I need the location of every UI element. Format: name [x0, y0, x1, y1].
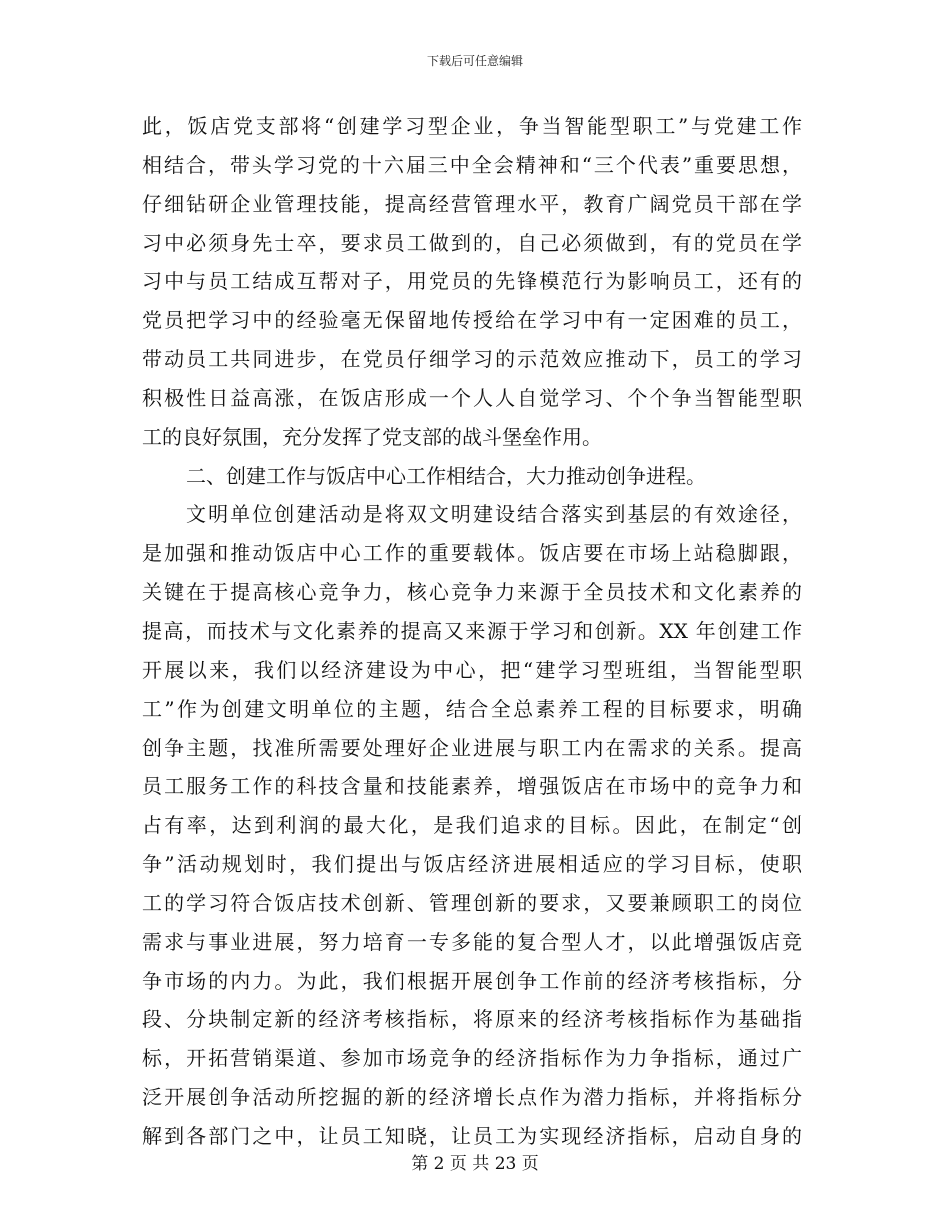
paragraph: [142, 107, 802, 457]
paragraph-line: 解到各部门之中，让员工知晓，让员工为实现经济指标，启动自身的: [142, 1123, 802, 1148]
paragraph-line: 泛开展创争活动所挖掘的新的经济增长点作为潜力指标，并将指标分: [142, 1085, 802, 1110]
paragraph-line: 争市场的内力。为此，我们根据开展创争工作前的经济考核指标，分: [142, 968, 802, 993]
paragraph-line: 工”作为创建文明单位的主题，结合全总素养工程的目标要求，明确: [142, 696, 802, 721]
paragraph-line: 仔细钻研企业管理技能，提高经营管理水平，教育广阔党员干部在学: [142, 191, 802, 216]
paragraph-line: 积极性日益高涨，在饭店形成一个人人自觉学习、个个争当智能型职: [142, 385, 802, 410]
paragraph-line: 员工服务工作的科技含量和技能素养，增强饭店在市场中的竞争力和: [142, 774, 802, 799]
paragraph-line: 带动员工共同进步，在党员仔细学习的示范效应推动下，员工的学习: [142, 347, 802, 372]
paragraph-line: 党员把学习中的经验毫无保留地传授给在学习中有一定困难的员工，: [142, 308, 802, 333]
page-header: 下载后可任意编辑: [426, 54, 523, 68]
paragraph-line: 提高，而技术与文化素养的提高又来源于学习和创新。XX 年创建工作: [142, 618, 802, 643]
paragraph-line: 创争主题，找准所需要处理好企业进展与职工内在需求的关系。提高: [142, 735, 802, 760]
paragraph-line: 二、创建工作与饭店中心工作相结合，大力推动创争进程。: [186, 463, 706, 488]
paragraph-line: 关键在于提高核心竞争力，核心竞争力来源于全员技术和文化素养的: [142, 580, 802, 605]
paragraph-line: 段、分块制定新的经济考核指标，将原来的经济考核指标作为基础指: [142, 1007, 802, 1032]
paragraph-line: 习中与员工结成互帮对子，用党员的先锋模范行为影响员工，还有的: [142, 269, 802, 294]
paragraph-line: 工的学习符合饭店技术创新、管理创新的要求，又要兼顾职工的岗位: [142, 890, 802, 915]
paragraph-line: 开展以来，我们以经济建设为中心，把“建学习型班组，当智能型职: [142, 657, 802, 682]
paragraph-line: 是加强和推动饭店中心工作的重要载体。饭店要在市场上站稳脚跟，: [142, 541, 802, 566]
page-footer: 第 2 页 共 23 页: [411, 1154, 539, 1174]
paragraph-line: 争”活动规划时，我们提出与饭店经济进展相适应的学习目标，使职: [142, 852, 802, 877]
document-body: [142, 107, 802, 1156]
paragraph-line: 相结合，带头学习党的十六届三中全会精神和“三个代表”重要思想，: [142, 152, 802, 177]
paragraph-line: 习中必须身先士卒，要求员工做到的，自己必须做到，有的党员在学: [142, 230, 802, 255]
paragraph-line: 需求与事业进展，努力培育一专多能的复合型人才，以此增强饭店竞: [142, 929, 802, 954]
paragraph-line: 标，开拓营销渠道、参加市场竞争的经济指标作为力争指标，通过广: [142, 1046, 802, 1071]
paragraph-line: 工的良好氛围，充分发挥了党支部的战斗堡垒作用。: [142, 424, 602, 449]
paragraph: [142, 457, 802, 496]
paragraph: [142, 495, 802, 1155]
paragraph-line: 此，饭店党支部将“创建学习型企业，争当智能型职工”与党建工作: [142, 114, 802, 138]
paragraph-line: 文明单位创建活动是将双文明建设结合落实到基层的有效途径，: [186, 502, 802, 527]
paragraph-line: 占有率，达到利润的最大化，是我们追求的目标。因此，在制定“创: [142, 813, 802, 838]
